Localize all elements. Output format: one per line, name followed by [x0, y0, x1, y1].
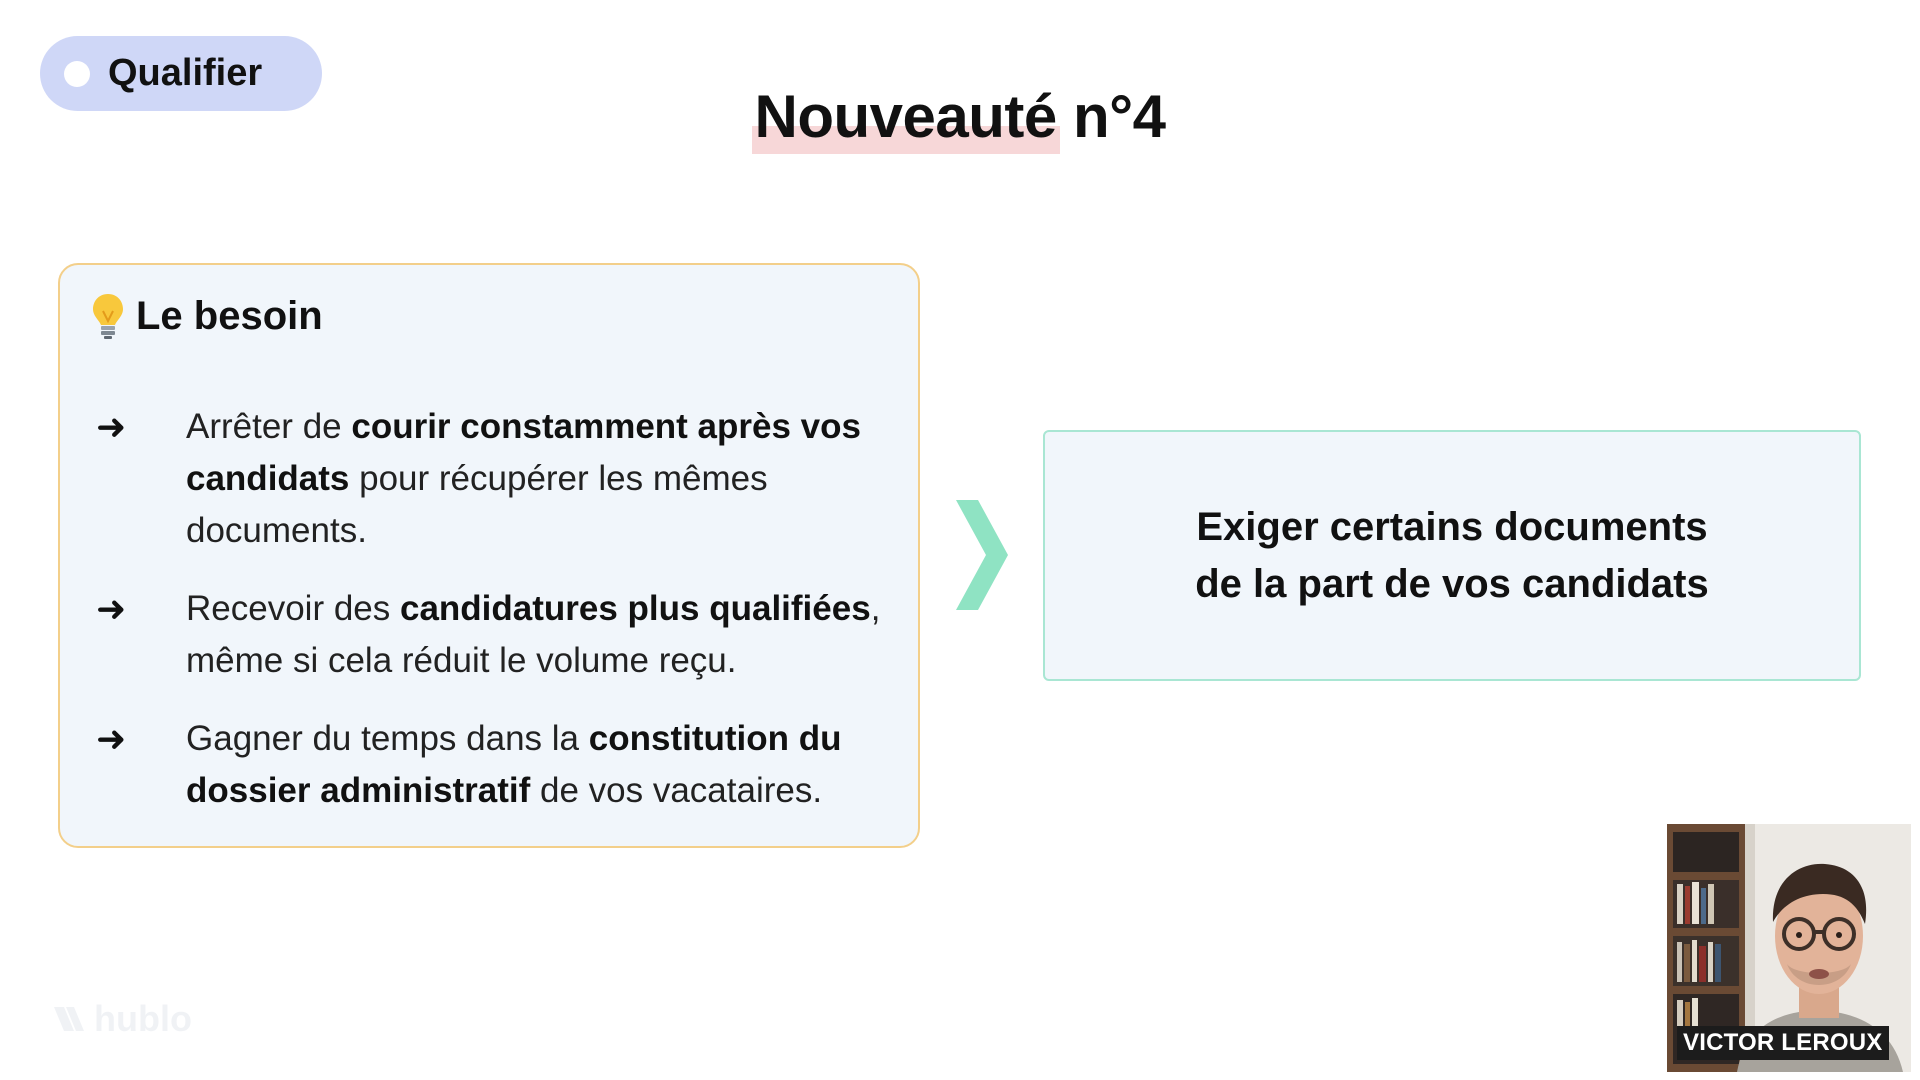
bullet-item	[96, 583, 896, 687]
bullet-text	[186, 401, 896, 557]
result-box	[1043, 430, 1861, 681]
hublo-logo-text: hublo	[94, 998, 192, 1039]
lightbulb-icon	[90, 291, 126, 341]
bullet-text-part: Arrêter de	[186, 407, 352, 446]
result-line: de la part de vos candidats	[1195, 561, 1709, 606]
arrow-right-icon: ➜	[96, 588, 127, 629]
bullet-text-part: de vos vacataires.	[530, 771, 823, 810]
result-line: Exiger certains documents	[1196, 504, 1708, 549]
bullet-text-bold: candidatures plus qualifiées	[399, 589, 871, 628]
chevron-right-icon	[950, 496, 1010, 614]
bullet-text-bold: courir constamment après vos candidats	[186, 407, 861, 498]
need-heading	[90, 291, 323, 341]
hublo-logo	[52, 998, 192, 1040]
bullet-text-part: pour récupérer les mêmes documents.	[186, 459, 768, 550]
bullet-item	[96, 713, 896, 817]
need-heading-label: Le besoin	[136, 293, 323, 338]
webcam-video	[1667, 824, 1911, 1072]
bullet-text-part: Gagner du temps dans la	[186, 719, 589, 758]
arrow-right-icon: ➜	[96, 406, 127, 447]
section-pill-label: Qualifier	[108, 52, 263, 94]
bullet-text-bold: constitution du dossier administratif	[186, 719, 842, 810]
speaker-name-badge: VICTOR LEROUX	[1677, 1026, 1889, 1060]
hublo-logo-icon	[52, 1003, 86, 1035]
bullet-text-part: , même si cela réduit le volume reçu.	[186, 589, 881, 680]
bullet-item	[96, 401, 896, 557]
arrow-right-icon: ➜	[96, 718, 127, 759]
bullet-text-part: Recevoir des	[186, 589, 400, 628]
need-card	[58, 263, 920, 848]
result-text	[1195, 499, 1709, 613]
page-title: Nouveauté n°4	[754, 83, 1166, 150]
need-bullet-list	[96, 401, 896, 843]
bullet-text	[186, 583, 896, 687]
bullet-text	[186, 713, 896, 817]
